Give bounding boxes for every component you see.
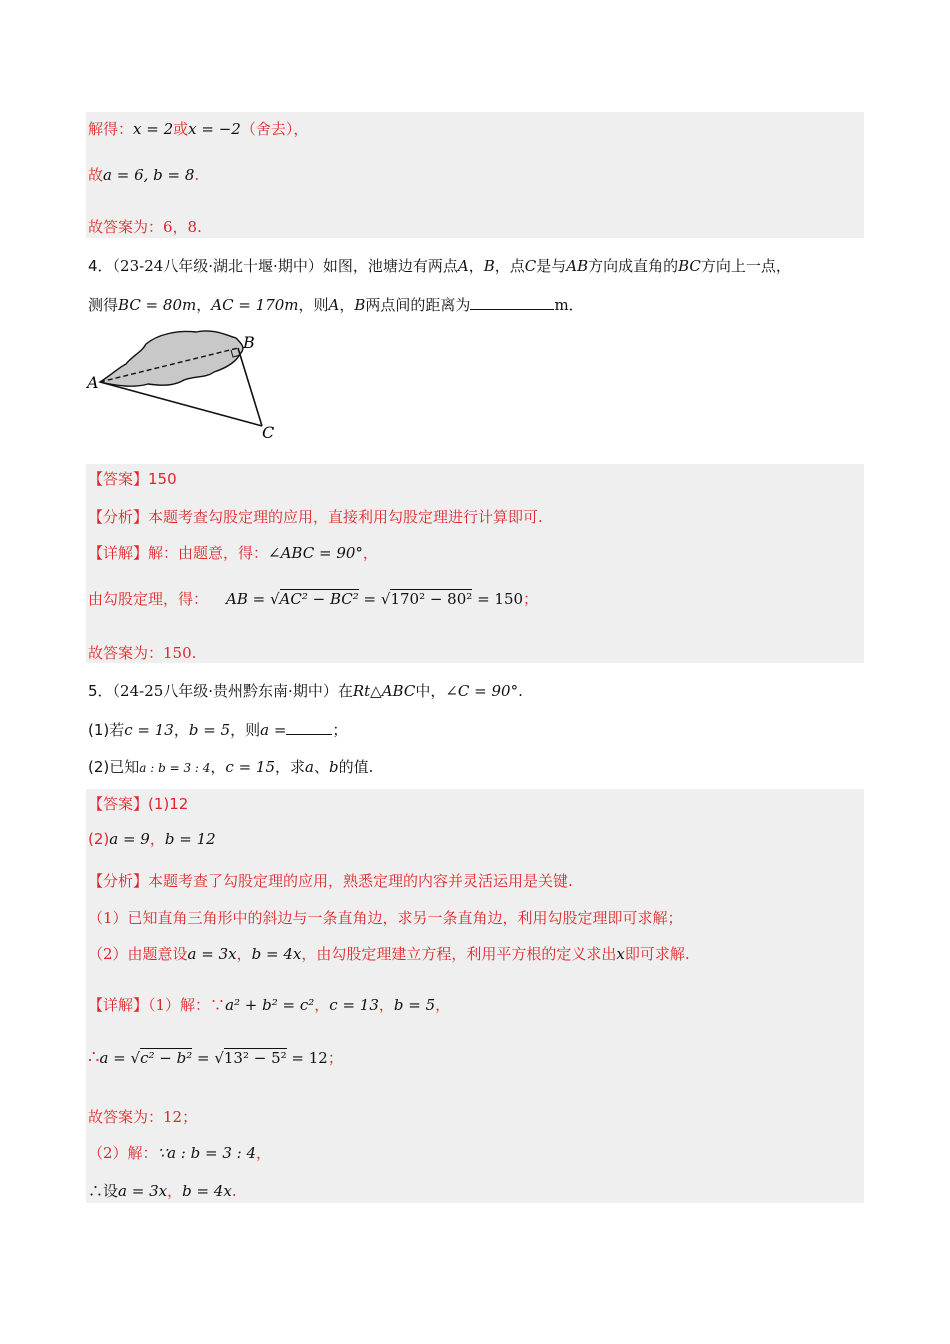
math: b = 4x xyxy=(251,945,302,963)
text: ， xyxy=(362,544,378,562)
math: a : b = 3 : 4 xyxy=(139,761,211,775)
text: ； xyxy=(332,721,348,739)
text: . xyxy=(231,1182,237,1200)
text: ， xyxy=(339,296,355,314)
text: （舍去）， xyxy=(240,120,309,138)
q5-stem xyxy=(88,680,523,702)
text: 是与 xyxy=(536,257,567,275)
therefore-symbol: ∴ xyxy=(88,1047,100,1068)
question-source: （24-25八年级·贵州黔东南·期中） xyxy=(112,682,338,700)
text: ， xyxy=(149,830,165,848)
text: 方向上一点， xyxy=(700,257,791,275)
label-b: B xyxy=(243,333,255,352)
analysis-text: 本题考查勾股定理的应用，直接利用勾股定理进行计算即可. xyxy=(148,508,543,526)
q5-detail-line5 xyxy=(88,1180,237,1202)
math: B xyxy=(483,257,495,275)
text: ，求 xyxy=(275,758,306,776)
text: ； xyxy=(523,590,539,608)
q5-detail-line2 xyxy=(88,1047,343,1069)
math: a = xyxy=(260,721,287,739)
sqrt-sign: √ xyxy=(380,590,391,608)
math: ∠C = 90° xyxy=(445,682,519,700)
q4-detail-line2 xyxy=(88,588,538,610)
text: （1）解：∵ xyxy=(148,996,226,1014)
text: 故 xyxy=(88,166,104,184)
q4-analysis xyxy=(88,506,543,528)
math: c = 15 xyxy=(225,758,275,776)
math: a² + b² = c² xyxy=(225,996,315,1014)
text: ， xyxy=(167,1182,183,1200)
math: c = 13 xyxy=(329,996,379,1014)
answer-blank xyxy=(286,718,332,735)
pond-triangle-figure xyxy=(86,326,286,446)
text: 中， xyxy=(415,682,446,700)
answer-label: 【答案】 xyxy=(88,795,149,813)
text: （2）解： xyxy=(88,1144,158,1162)
math: AB = xyxy=(226,590,270,608)
answer-value: 150 xyxy=(148,470,177,488)
math: a = xyxy=(99,1049,131,1067)
text: ， xyxy=(173,721,189,739)
analysis-text: 本题考查了勾股定理的应用，熟悉定理的内容并灵活运用是关键. xyxy=(148,872,573,890)
answer-label: 【答案】 xyxy=(88,470,149,488)
text: ， xyxy=(435,996,451,1014)
math: b = 5 xyxy=(393,996,436,1014)
text: ， xyxy=(196,296,212,314)
math: b = 12 xyxy=(164,830,216,848)
sqrt-sign: √ xyxy=(130,1049,141,1067)
math: c = 13 xyxy=(124,721,174,739)
label-c: C xyxy=(262,423,275,442)
q5-detail-line3: 故答案为：12； xyxy=(88,1108,198,1126)
math: AB xyxy=(566,257,589,275)
text: ，则 xyxy=(230,721,261,739)
text: 测得 xyxy=(88,296,119,314)
math: AC = 170m xyxy=(211,296,299,314)
question-number: 5． xyxy=(88,682,113,700)
q4-stem-line1 xyxy=(88,255,791,277)
radicand: 170² − 80² xyxy=(390,590,473,608)
sqrt-sign: √ xyxy=(214,1049,224,1067)
text: 解：由题意，得： xyxy=(148,544,269,562)
math: a = 9 xyxy=(109,830,150,848)
answer-value: (1)12 xyxy=(148,795,189,813)
radicand: c² − b² xyxy=(140,1049,193,1067)
math: x = −2 xyxy=(188,120,241,138)
text: . xyxy=(194,166,200,184)
radicand: 13² − 5² xyxy=(223,1049,287,1067)
math: a = 3x xyxy=(187,945,237,963)
analysis-label: 【分析】 xyxy=(88,872,149,890)
math: b = 5 xyxy=(188,721,231,739)
q5-analysis-part2 xyxy=(88,943,690,965)
text: 的值. xyxy=(338,758,374,776)
text: ， xyxy=(468,257,484,275)
math: BC = 80m xyxy=(118,296,197,314)
final-answer-line: 故答案为：6，8. xyxy=(88,218,202,236)
analysis-label: 【分析】 xyxy=(88,508,149,526)
sqrt-sign: √ xyxy=(269,590,280,608)
math: Rt△ABC xyxy=(352,682,416,700)
text: 解得： xyxy=(88,120,134,138)
text: 、 xyxy=(313,758,329,776)
q4-detail-line1 xyxy=(88,542,378,564)
math: = 150 xyxy=(472,590,524,608)
math: = xyxy=(192,1049,215,1067)
text: （2）由题意设 xyxy=(88,945,188,963)
text: ， xyxy=(256,1144,272,1162)
text: 如图，池塘边有两点 xyxy=(322,257,458,275)
q5-answer1 xyxy=(88,793,188,815)
text: ， xyxy=(378,996,394,1014)
math: A xyxy=(328,296,340,314)
text: 即可求解. xyxy=(624,945,690,963)
math: B xyxy=(354,296,366,314)
detail-label: 【详解】 xyxy=(88,996,149,1014)
text: 方向成直角的 xyxy=(588,257,679,275)
text: ，由勾股定理建立方程，利用平方根的定义求出 xyxy=(301,945,617,963)
q5-part1 xyxy=(88,718,347,741)
q4-stem-line2 xyxy=(88,293,584,316)
q4-final: 故答案为：150. xyxy=(88,644,197,662)
q5-answer2 xyxy=(88,828,216,850)
therefore-line xyxy=(88,164,199,186)
q5-analysis xyxy=(88,870,573,892)
math: = xyxy=(358,590,381,608)
q4-answer xyxy=(88,468,177,490)
math: a xyxy=(305,758,314,776)
q5-detail-line1 xyxy=(88,994,450,1016)
math: = 12 xyxy=(286,1049,328,1067)
math: ∵a : b = 3 : 4 xyxy=(157,1144,257,1162)
q5-detail-line4 xyxy=(88,1142,271,1164)
text: ； xyxy=(327,1049,343,1067)
detail-label: 【详解】 xyxy=(88,544,149,562)
solve-line xyxy=(88,118,308,140)
text: 在 xyxy=(337,682,353,700)
math: C xyxy=(524,257,537,275)
text: (2)已知 xyxy=(88,758,140,776)
text: ，点 xyxy=(494,257,525,275)
text: 或 xyxy=(173,120,189,138)
q5-analysis-part1: （1）已知直角三角形中的斜边与一条直角边，求另一条直角边，利用勾股定理即可求解； xyxy=(88,909,683,927)
text: ，则 xyxy=(298,296,329,314)
q5-part2 xyxy=(88,756,373,779)
answer-blank xyxy=(470,293,554,310)
pond-shape xyxy=(100,331,243,386)
math: b xyxy=(328,758,339,776)
math: b = 4x xyxy=(182,1182,232,1200)
text: (1)若 xyxy=(88,721,125,739)
math: x xyxy=(616,945,625,963)
segment-ac xyxy=(100,382,262,426)
text: ∴设 xyxy=(88,1182,119,1200)
text: 两点间的距离为 xyxy=(365,296,471,314)
text: 由勾股定理，得： xyxy=(88,590,209,608)
text: ， xyxy=(210,758,226,776)
math: BC xyxy=(678,257,701,275)
math: a = 6, b = 8 xyxy=(103,166,195,184)
segment-bc xyxy=(238,348,262,426)
text: ， xyxy=(236,945,252,963)
text: m． xyxy=(554,296,584,314)
text: . xyxy=(518,682,523,700)
question-number: 4． xyxy=(88,257,113,275)
text: (2) xyxy=(88,830,110,848)
math: a = 3x xyxy=(118,1182,168,1200)
label-a: A xyxy=(87,373,99,392)
math: A xyxy=(457,257,469,275)
question-source: （23-24八年级·湖北十堰·期中） xyxy=(112,257,323,275)
radicand: AC² − BC² xyxy=(279,590,359,608)
math: x = 2 xyxy=(133,120,174,138)
text: ， xyxy=(314,996,330,1014)
math: ∠ABC = 90° xyxy=(268,544,363,562)
